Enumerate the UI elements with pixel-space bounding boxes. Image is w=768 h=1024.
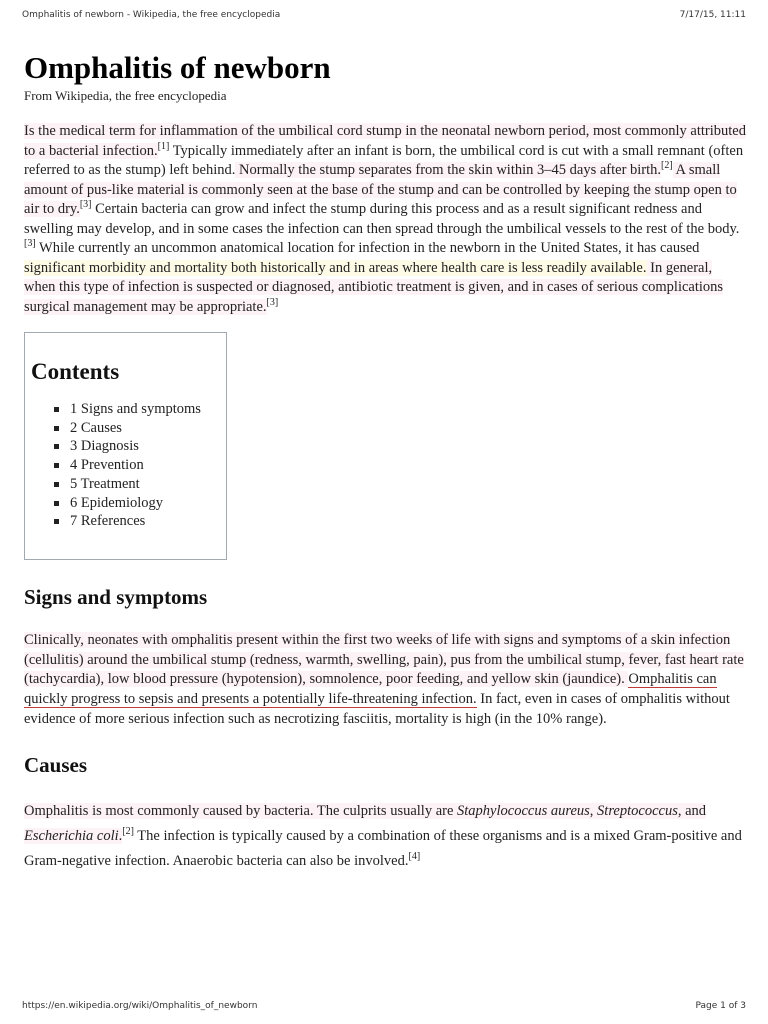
intro-sentence: A small amount of pus-like material is commonly seen at the base of the stump and can be controlled by keeping the stump open to air to dry. [24,162,737,217]
toc-item-references[interactable]: 7 References [51,512,226,531]
table-of-contents [24,332,227,560]
citation-link[interactable]: [4] [408,850,421,862]
site-tagline: From Wikipedia, the free encyclopedia [24,88,227,103]
print-footer-page-number: Page 1 of 3 [695,1001,746,1011]
signs-paragraph [24,631,746,730]
toc-item-causes[interactable]: 2 Causes [51,419,226,438]
intro-highlight: significant morbidity and mortality both historically and in areas where health care is less readily available. [24,259,647,276]
citation-link[interactable]: [3] [24,238,36,249]
intro-sentence: While currently an uncommon anatomical location for infection in the newborn in the United States, it has caused [35,240,700,256]
section-heading-signs: Signs and symptoms [24,585,208,609]
intro-sentence: Normally the stump separates from the skin within 3–45 days after birth. [235,162,662,178]
print-header [0,0,768,28]
intro-sentence: Is the medical term for inflammation of the umbilical cord stump in the neonatal newborn period, most commonly attributed to a bacterial infection. [24,123,746,159]
citation-link[interactable]: [3] [266,296,279,308]
signs-text: Clinically, neonates with omphalitis present within the first two weeks of life with signs and symptoms of a skin infection (cellulitis) around the umbilical stump (redness, warmth, swelling, pain), pus from the umbilical stump, fever, fast heart rate (tachycardia), low blood pressure (hypotension), somnolence, poor feeding, and yellow skin (jaundice). [24,632,744,688]
causes-text: , and [677,802,707,819]
section-heading-causes: Causes [24,752,88,777]
intro-sentence: In general, when this type of infection is suspected or diagnosed, antibiotic treatment is given, and in cases of serious complications surgical management may be appropriate. [24,259,724,315]
toc-item-treatment[interactable]: 5 Treatment [51,475,226,494]
causes-text: , [589,802,598,819]
print-header-title: Omphalitis of newborn - Wikipedia, the free encyclopedia [22,10,281,20]
print-header-datetime: 7/17/15, 11:11 [679,10,746,20]
signs-text: In fact, even in cases of omphalitis without evidence of more serious infection such as necrotizing fasciitis, mortality is high (in the 10% range). [24,691,730,727]
print-footer [0,984,768,1024]
organism-link[interactable]: Escherichia coli [24,827,119,844]
toc-item-epidemiology[interactable]: 6 Epidemiology [51,494,226,513]
intro-sentence: Certain bacteria can grow and infect the stump during this process and as a result significant redness and swelling may develop, and in some cases the infection can then spread through the umbilical vessels to the rest of the body. [24,201,740,237]
citation-link[interactable]: [2] [122,825,134,837]
page-title: Omphalitis of newborn [24,50,331,85]
toc-list [31,400,226,531]
citation-link[interactable]: [1] [157,140,170,152]
toc-item-prevention[interactable]: 4 Prevention [51,456,226,475]
causes-text: . [118,827,123,844]
toc-item-signs-and-symptoms[interactable]: 1 Signs and symptoms [51,400,226,419]
toc-item-diagnosis[interactable]: 3 Diagnosis [51,437,226,456]
organism-link[interactable]: Streptococcus [597,802,678,819]
article-content [24,49,746,874]
intro-paragraph [24,122,746,317]
organism-link[interactable]: Staphylococcus aureus [457,802,590,819]
print-footer-url: https://en.wikipedia.org/wiki/Omphalitis_of_newborn [22,1001,258,1011]
causes-text: The infection is typically caused by a combination of these organisms and is a mixed Gram-positive and Gram-negative infection. Anaerobic bacteria can also be involved. [24,827,742,869]
causes-text: Omphalitis is most commonly caused by bacteria. The culprits usually are [24,802,458,819]
signs-underlined-text: Omphalitis can quickly progress to sepsis and presents a potentially life-threatening infection. [24,671,717,708]
toc-title: Contents [31,359,120,384]
citation-link[interactable]: [3] [79,199,92,210]
citation-link[interactable]: [2] [661,160,673,171]
causes-paragraph [24,799,746,874]
intro-sentence: Typically immediately after an infant is born, the umbilical cord is cut with a small remnant (often referred to as the stump) left behind. [24,142,744,178]
